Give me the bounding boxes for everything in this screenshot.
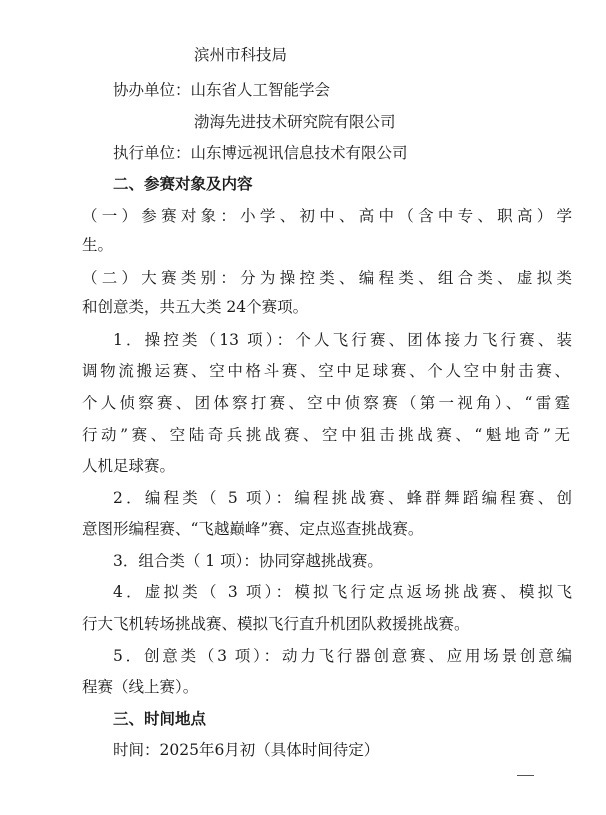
item3-line-1: 3．组合类（ 1 项）：协同穿越挑战赛。 <box>113 552 383 570</box>
page-number-dash <box>517 775 534 776</box>
executive-org: 山东博远视讯信息技术有限公司 <box>190 144 408 162</box>
categories-intro-line-2: 和创意类，共五大类 24个赛项。 <box>82 298 309 316</box>
time-line: 时间：2025年6月初（具体时间待定） <box>113 741 380 759</box>
co-organizer-row <box>113 80 330 100</box>
item4-line-1: 4．虚拟类（ 3 项）：模拟飞行定点返场挑战赛、模拟飞 <box>113 583 572 601</box>
item5-line-2: 程赛（线上赛）。 <box>82 678 199 696</box>
item1-line-4: 行动”赛、空陆奇兵挑战赛、空中狙击挑战赛、“魁地奇”无 <box>82 426 570 444</box>
item5-line-1: 5．创意类（3 项）：动力飞行器创意赛、应用场景创意编 <box>113 647 572 665</box>
participants-line-2: 生。 <box>82 236 114 254</box>
item1-line-3: 个人侦察赛、团体察打赛、空中侦察赛（第一视角）、“雷霆 <box>82 394 570 412</box>
executive-label: 执行单位： <box>113 144 191 162</box>
item1-line-5: 人机足球赛。 <box>82 457 176 475</box>
item1-line-1: 1．操控类（13 项）：个人飞行赛、团体接力飞行赛、装 <box>113 331 572 349</box>
host-org-continuation: 滨州市科技局 <box>194 46 288 64</box>
executive-org-row <box>113 143 408 163</box>
section2-heading: 二、参赛对象及内容 <box>113 175 253 193</box>
section3-heading: 三、时间地点 <box>113 710 207 728</box>
item4-line-2: 行大飞机转场挑战赛、模拟飞行直升机团队救援挑战赛。 <box>82 615 470 633</box>
item1-line-2: 调物流搬运赛、空中格斗赛、空中足球赛、个人空中射击赛、 <box>82 362 570 380</box>
categories-intro-line-1: （二）大赛类别：分为操控类、编程类、组合类、虚拟类 <box>82 269 572 287</box>
item2-line-2: 意图形编程赛、“飞越巅峰”赛、定点巡查挑战赛。 <box>82 520 424 538</box>
co-organizer-label: 协办单位： <box>113 81 191 99</box>
co-organizer-2: 渤海先进技术研究院有限公司 <box>194 113 396 131</box>
participants-line-1: （一）参赛对象：小学、初中、高中（含中专、职高）学 <box>82 207 572 225</box>
co-organizer-1: 山东省人工智能学会 <box>190 81 331 99</box>
item2-line-1: 2．编程类（ 5 项）：编程挑战赛、蜂群舞蹈编程赛、创 <box>113 489 572 507</box>
